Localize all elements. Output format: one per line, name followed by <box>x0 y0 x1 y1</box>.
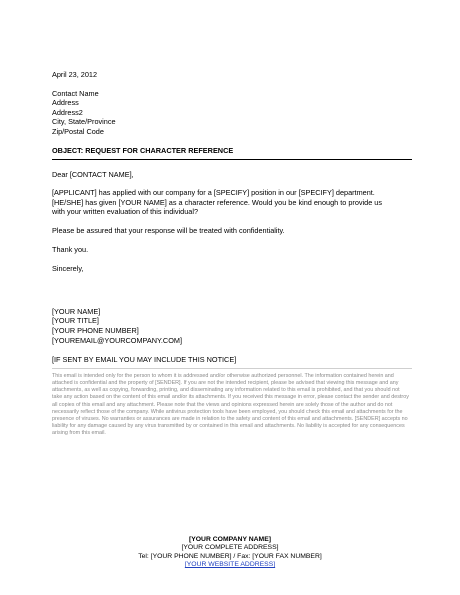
subject-line: OBJECT: REQUEST FOR CHARACTER REFERENCE <box>52 146 412 160</box>
signature-title: [YOUR TITLE] <box>52 316 99 326</box>
footer-contact: Tel: [YOUR PHONE NUMBER] / Fax: [YOUR FAX NUMBER] <box>138 552 322 560</box>
footer-website-link[interactable]: [YOUR WEBSITE ADDRESS] <box>184 561 276 569</box>
footer-address: [YOUR COMPLETE ADDRESS] <box>181 544 279 552</box>
footer-company-name: [YOUR COMPANY NAME] <box>188 536 272 543</box>
company-footer <box>0 536 460 570</box>
recipient-address: Address <box>52 98 79 108</box>
signature-block <box>52 307 412 345</box>
signature-email: [YOUREMAIL@YOURCOMPANY.COM] <box>52 335 182 345</box>
body-paragraph-3: Thank you. <box>52 244 89 254</box>
body-paragraph-1-line-1: [APPLICANT] has applied with our company for a [SPECIFY] position in our [SPECIFY] department. <box>52 188 375 198</box>
letter-date: April 23, 2012 <box>52 70 98 79</box>
recipient-address-block <box>52 89 412 137</box>
salutation: Dear [CONTACT NAME], <box>52 169 134 179</box>
notice-divider <box>52 368 412 369</box>
signature-name: [YOUR NAME] <box>52 306 101 316</box>
signature-phone: [YOUR PHONE NUMBER] <box>52 325 139 335</box>
body-paragraph-1-line-2: [HE/SHE] has given [YOUR NAME] as a character reference. Would you be kind enough to provide us <box>52 197 383 207</box>
recipient-name: Contact Name <box>52 88 99 98</box>
email-notice-heading: [IF SENT BY EMAIL YOU MAY INCLUDE THIS NOTICE] <box>52 355 237 365</box>
body-paragraph-1-line-3: with your written evaluation of this individual? <box>52 207 199 217</box>
recipient-city-state: City, State/Province <box>52 117 116 127</box>
closing: Sincerely, <box>52 264 84 274</box>
body-paragraph-1 <box>52 188 412 217</box>
recipient-address2: Address2 <box>52 107 83 117</box>
letter-page <box>52 70 412 438</box>
email-disclaimer-text: This email is intended only for the person to whom it is addressed and/or otherwise authorized personnel. The information contained herein and attached is confidential and the property of [SENDER]. If you are not the intended recipient, please be advised that viewing this message and any attachments, as well as copying, forwarding, printing, and disseminating any information related to this email is prohibited, and that you should not take any action based on the content of this email and/or its attachments. If you received this message in error, please contact the sender and destroy all copies of this email and any attachment. Please note that the views and opinions expressed herein are solely those of the author and do not necessarily reflect those of the company. While antivirus protection tools have been employed, you should check this email and attachments for the presence of viruses. No warranties or assurances are made in relation to the safety and content of this email and attachments. [SENDER] accepts no liability for any damage caused by any virus transmitted by or contained in this email and attachments. No liability is accepted for any consequences arising from this email. <box>52 372 409 437</box>
recipient-zip: Zip/Postal Code <box>52 126 104 136</box>
body-paragraph-2: Please be assured that your response will be treated with confidentiality. <box>52 225 285 235</box>
